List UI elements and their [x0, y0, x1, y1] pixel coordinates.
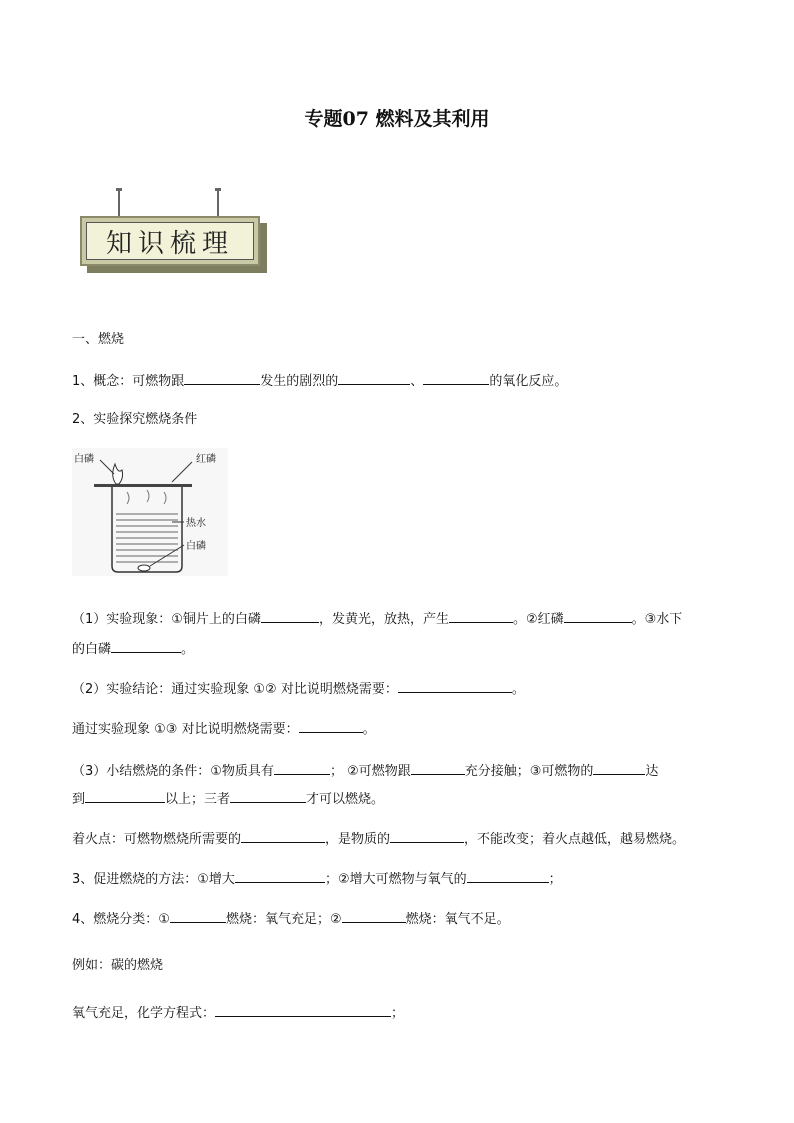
blank [467, 868, 549, 883]
label-red-phosphorus: 红磷 [196, 454, 216, 465]
blank [261, 608, 319, 623]
blank [564, 608, 632, 623]
paragraph-phenomenon: （1）实验现象：①铜片上的白磷 ，发黄光，放热，产生 。②红磷 。③水下 [72, 608, 682, 630]
copper-plate [94, 484, 192, 487]
blank [235, 868, 325, 883]
blank [299, 718, 363, 733]
sign-rod-left [118, 190, 120, 218]
paragraph-equation: 氧气充足，化学方程式： ； [72, 1002, 404, 1024]
paragraph-promote: 3、促进燃烧的方法：①增大 ；②增大可燃物与氧气的 ； [72, 868, 562, 890]
blank [85, 788, 165, 803]
sign-board [80, 216, 260, 266]
paragraph-ignition-point: 着火点：可燃物燃烧所需要的 ，是物质的 ，不能改变；着火点越低，越易燃烧。 [72, 828, 685, 850]
paragraph-phenomenon-cont: 的白磷 。 [72, 638, 194, 660]
blank [170, 908, 226, 923]
sign-text: 知识梳理 [105, 228, 234, 259]
blank [593, 760, 645, 775]
label-white-phosphorus-bottom: 白磷 [186, 541, 206, 552]
paragraph-classification: 4、燃烧分类：① 燃烧：氧气充足；② 燃烧：氧气不足。 [72, 908, 510, 930]
label-hot-water: 热水 [186, 518, 206, 529]
sign-rod-right [217, 190, 219, 218]
blank [423, 370, 489, 385]
blank [449, 608, 513, 623]
blank [184, 370, 260, 385]
label-white-phosphorus-top: 白磷 [74, 454, 94, 465]
paragraph-example: 例如：碳的燃烧 [72, 958, 164, 973]
paragraph-summary-cont: 到 以上；三者 才可以燃烧。 [72, 788, 384, 810]
blank [390, 828, 464, 843]
page-title: 专题07 燃料及其利用 [304, 108, 490, 130]
blank [215, 1002, 391, 1017]
paragraph-conclusion-2: 通过实验现象 ①③ 对比说明燃烧需要： 。 [72, 718, 376, 740]
paragraph-conclusion: （2）实验结论：通过实验现象 ①② 对比说明燃烧需要： 。 [72, 678, 525, 700]
knowledge-sign [80, 190, 270, 274]
blank [398, 678, 512, 693]
paragraph-summary: （3）小结燃烧的条件：①物质具有 ； ②可燃物跟 充分接触；③可燃物的 达 [72, 760, 658, 782]
blank [338, 370, 410, 385]
blank [230, 788, 306, 803]
paragraph-experiment: 2、实验探究燃烧条件 [72, 412, 198, 427]
experiment-figure [72, 448, 228, 576]
blank [411, 760, 465, 775]
blank [241, 828, 325, 843]
section-heading: 一、燃烧 [72, 332, 125, 347]
blank [342, 908, 406, 923]
paragraph-concept: 1、概念：可燃物跟 发生的剧烈的 、 的氧化反应。 [72, 370, 567, 392]
blank [111, 638, 181, 653]
blank [274, 760, 330, 775]
